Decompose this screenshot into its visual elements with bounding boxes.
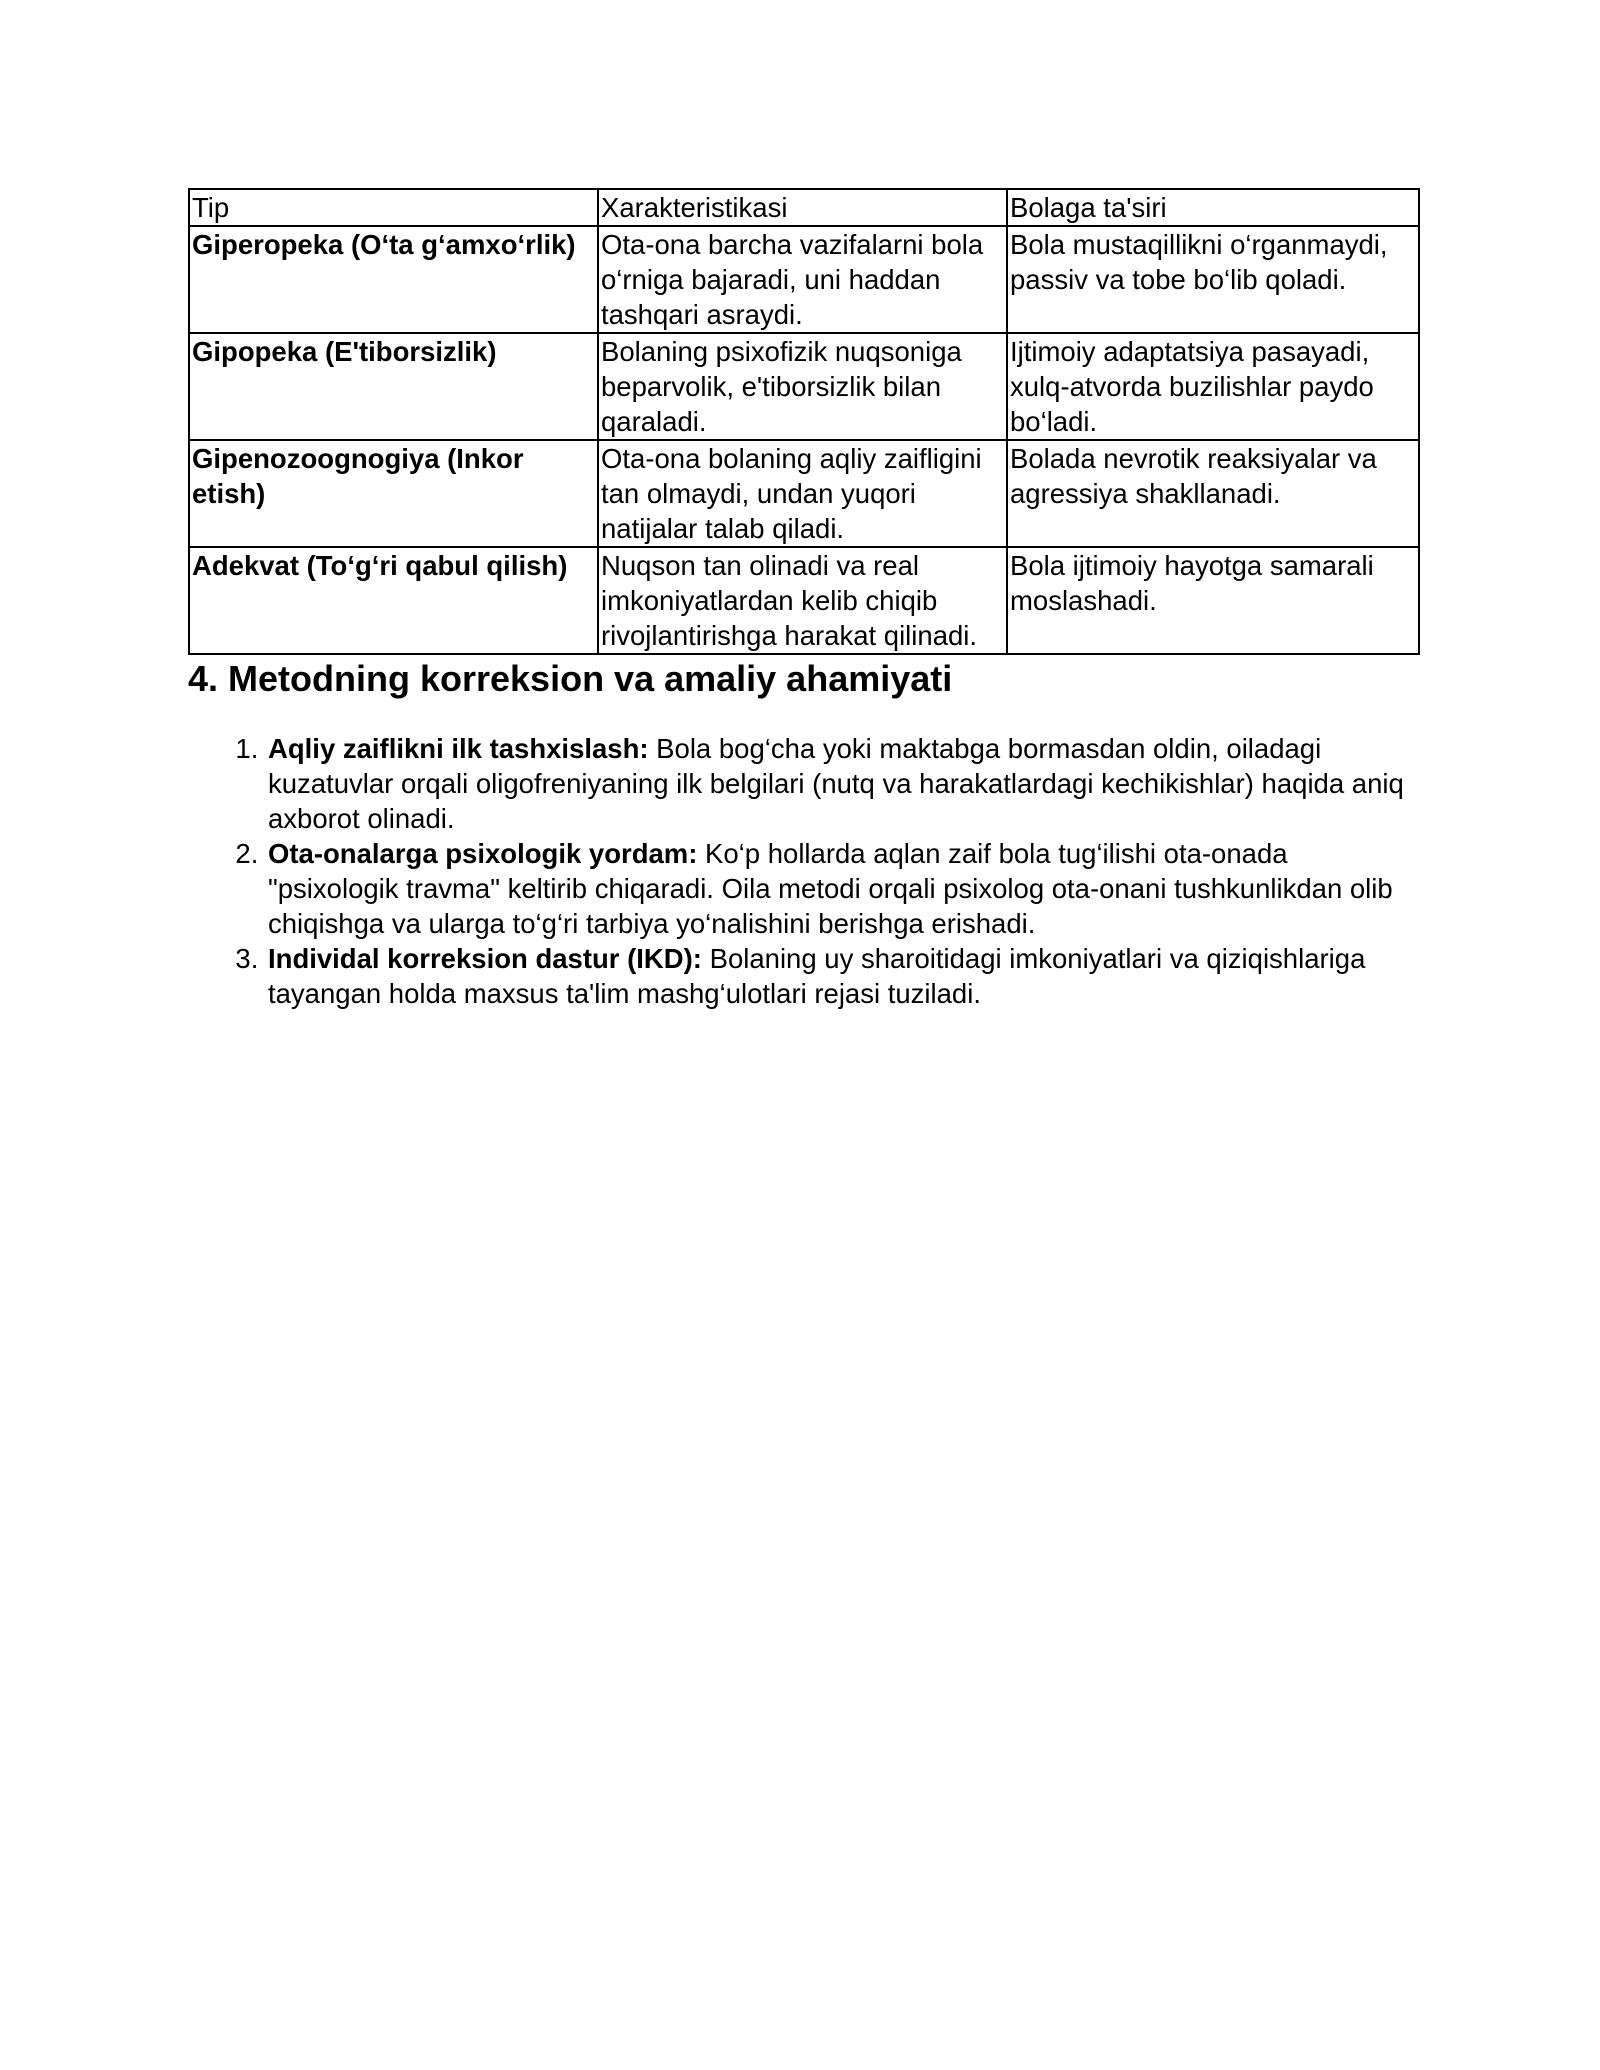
table-row [189, 226, 1419, 333]
type-cell: Adekvat (To‘g‘ri qabul qilish) [189, 547, 598, 654]
header-cell-characteristic: Xarakteristikasi [598, 189, 1007, 226]
table-header-row [189, 189, 1419, 226]
type-cell: Giperopeka (O‘ta g‘amxo‘rlik) [189, 226, 598, 333]
list-item-term: Aqliy zaiflikni ilk tashxislash: [268, 733, 649, 764]
parenting-types-table [188, 188, 1420, 655]
characteristic-cell: Ota-ona barcha vazifalarni bola o‘rniga bajaradi, uni haddan tashqari asraydi. [598, 226, 1007, 333]
list-item [266, 836, 1418, 941]
section-heading: 4. Metodning korreksion va amaliy ahamiyati [188, 658, 953, 699]
table-row [189, 333, 1419, 440]
list-item-text: Bolaning uy sharoitidagi imkoniyatlari va qiziqishlariga tayangan holda maxsus ta'lim mashg‘ulotlari rejasi tuziladi. [268, 943, 1366, 1009]
list-item-term: Ota-onalarga psixologik yordam: [268, 838, 698, 869]
effect-cell: Bolada nevrotik reaksiyalar va agressiya shakllanadi. [1007, 440, 1419, 547]
list-item [266, 941, 1418, 1011]
list-item-text: Ko‘p hollarda aqlan zaif bola tug‘ilishi ota-onada "psixologik travma" keltirib chiqaradi. Oila metodi orqali psixolog ota-onani tushkunlikdan olib chiqishga va ularga to‘g‘ri tarbiya yo‘nalishini berishga erishadi. [268, 838, 1393, 939]
list-item [266, 731, 1418, 836]
characteristic-cell: Nuqson tan olinadi va real imkoniyatlardan kelib chiqib rivojlantirishga harakat qilinadi. [598, 547, 1007, 654]
header-cell-effect: Bolaga ta'siri [1007, 189, 1419, 226]
characteristic-cell: Bolaning psixofizik nuqsoniga beparvolik, e'tiborsizlik bilan qaraladi. [598, 333, 1007, 440]
effect-cell: Ijtimoiy adaptatsiya pasayadi, xulq-atvorda buzilishlar paydo bo‘ladi. [1007, 333, 1419, 440]
effect-cell: Bola ijtimoiy hayotga samarali moslashadi. [1007, 547, 1419, 654]
effect-cell: Bola mustaqillikni o‘rganmaydi, passiv va tobe bo‘lib qoladi. [1007, 226, 1419, 333]
type-cell: Gipopeka (E'tiborsizlik) [189, 333, 598, 440]
numbered-list [188, 731, 1418, 1011]
document-page [188, 188, 1418, 1011]
list-item-term: Individal korreksion dastur (IKD): [268, 943, 702, 974]
table-row [189, 440, 1419, 547]
type-cell: Gipenozoognogiya (Inkor etish) [189, 440, 598, 547]
header-cell-type: Tip [189, 189, 598, 226]
table-row [189, 547, 1419, 654]
list-item-text: Bola bog‘cha yoki maktabga bormasdan oldin, oiladagi kuzatuvlar orqali oligofreniyaning ilk belgilari (nutq va harakatlardagi kechikishlar) haqida aniq axborot olinadi. [268, 733, 1404, 834]
characteristic-cell: Ota-ona bolaning aqliy zaifligini tan olmaydi, undan yuqori natijalar talab qiladi. [598, 440, 1007, 547]
